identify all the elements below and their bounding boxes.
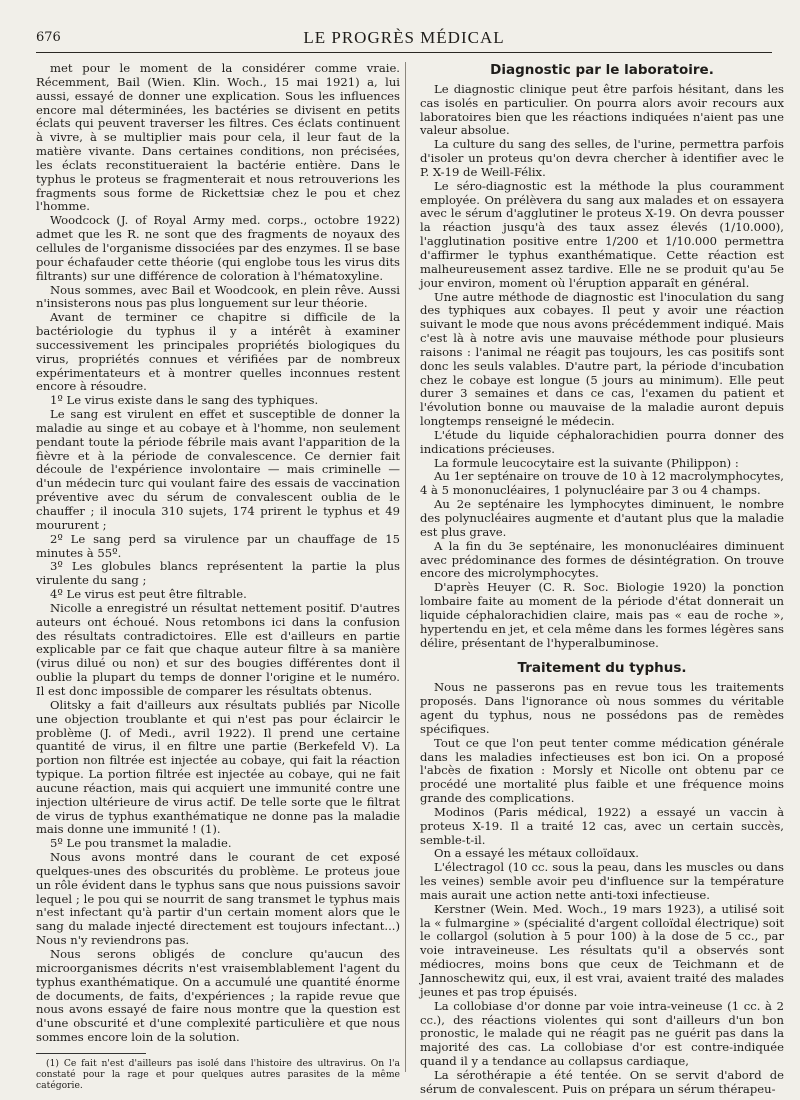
paragraph: 1º Le virus existe dans le sang des typhiques. bbox=[50, 393, 319, 408]
paragraph: Nous avons montré dans le courant de cet exposé quelques-unes des obscurités du problème. Le proteus joue un rôle évident dans le typhus sans que nous puissions savoir lequel ; le pou qui se nourrit de sang transmet le typhus mais n'est infectant qu'à partir d'un certain moment alors que le sang du malade injecté directement est toujours infectant...) Nous n'y reviendrons pas. bbox=[36, 850, 400, 948]
paragraph: La sérothérapie a été tentée. On se servit d'abord de sérum de convalescent. Puis on prépara un sérum thérapeu- bbox=[420, 1067, 784, 1096]
section-heading-diagnostic: Diagnostic par le laboratoire. bbox=[490, 62, 714, 78]
paragraph: L'étude du liquide céphalorachidien pourra donner des indications précieuses. bbox=[420, 427, 784, 456]
paragraph: Au 2e septénaire les lymphocytes diminuent, le nombre des polynucléaires augmente et d'autant plus que la maladie est plus grave. bbox=[420, 497, 784, 539]
paragraph: Tout ce que l'on peut tenter comme médication générale dans les maladies infectieuses est bon ici. On a proposé l'abcès de fixation : Morsly et Nicolle ont obtenu par ce procédé une mortalité plus faible et une fréquence moins grande des complications. bbox=[420, 735, 784, 806]
page-number: 676 bbox=[36, 30, 61, 45]
paragraph: Olitsky a fait d'ailleurs aux résultats publiés par Nicolle une objection troublante et qui n'est pas pour éclaircir le problème (J. of Medi., avril 1922). Il prend une certaine quantité de virus, il en filtre une partie (Berkefeld V). La portion non filtrée est injectée au cobaye, qui fait la réaction typique. La portion filtrée est injectée au cobaye, qui ne fait aucune réaction, mais qui acquiert une immunité contre une injection ultérieure de virus actif. De telle sorte que le filtrat de virus de typhus exanthématique ne donne pas la maladie mais donne une immunité ! (1). bbox=[36, 697, 400, 837]
paragraph: La formule leucocytaire est la suivante (Philippon) : bbox=[434, 455, 739, 470]
paragraph: met pour le moment de la considérer comme vraie. Récemment, Bail (Wien. Klin. Woch., 15 mai 1921) a, lui aussi, essayé de donner une explication. Sous les influences encore mal déterminées, les bactéries se divisent en petits éclats qui peuvent traverser les filtres. Ces éclats continuent à vivre, à se multiplier mais pour cela, il leur faut de la matière vivante. Dans certaines conditions, non précisées, les éclats reconstitueraient la bactérie entière. Dans le typhus le proteus se fragmenterait et nous retrouverions les fragments sous forme de Rickettsiæ chez le pou et chez l'homme. bbox=[36, 61, 400, 214]
paragraph: Nous serons obligés de conclure qu'aucun des microorganismes décrits n'est vraisemblablement l'agent du typhus exanthématique. On a accumulé une quantité énorme de documents, de faits, d'expériences ; la rapide revue que nous avons essayé de faire nous montre que la question est d'une obscurité et d'une complexité particulière et que nous sommes encore loin de la solution. bbox=[36, 947, 400, 1045]
paragraph: Au 1er septénaire on trouve de 10 à 12 macrolymphocytes, 4 à 5 mononucléaires, 1 polynucléaire par 3 ou 4 champs. bbox=[420, 469, 784, 498]
paragraph: Nous ne passerons pas en revue tous les traitements proposés. Dans l'ignorance où nous sommes du véritable agent du typhus, nous ne possédons pas de remèdes spécifiques. bbox=[420, 680, 784, 736]
paragraph: La collobiase d'or donne par voie intra-veineuse (1 cc. à 2 cc.), des réactions violentes qui sont d'ailleurs d'un bon pronostic, le malade qui ne réagit pas ne guérit pas dans la majorité des cas. La collobiase d'or est contre-indiquée quand il y a tendance au collapsus cardiaque, bbox=[420, 998, 784, 1069]
paragraph: Le sang est virulent en effet et susceptible de donner la maladie au singe et au cobaye et à l'homme, non seulement pendant toute la période fébrile mais avant l'apparition de la fièvre et à la période de convalescence. Ce dernier fait découle de l'expérience involontaire — mais criminelle — d'un médecin turc qui voulant faire des essais de vaccination préventive avec du sérum de convalescent oublia de le chauffer ; il inocula 310 sujets, 174 prirent le typhus et 49 moururent ; bbox=[36, 407, 400, 532]
footnote-divider bbox=[36, 1053, 146, 1054]
running-header bbox=[36, 28, 772, 53]
right-column bbox=[420, 62, 784, 1097]
paragraph: 5º Le pou transmet la maladie. bbox=[50, 836, 232, 851]
paragraph: 3º Les globules blancs représentent la partie la plus virulente du sang ; bbox=[36, 559, 400, 588]
column-divider bbox=[405, 62, 406, 1072]
paragraph: Modinos (Paris médical, 1922) a essayé un vaccin à proteus X-19. Il a traité 12 cas, avec un certain succès, semble-t-il. bbox=[420, 804, 784, 847]
paragraph: Avant de terminer ce chapitre si difficile de la bactériologie du typhus il y a intérêt à examiner successivement les principales propriétés biologiques du virus, propriétés connues et vérifiées par de nombreux expérimentateurs et à montrer quelles inconnues restent encore à résoudre. bbox=[36, 310, 400, 394]
footnote: (1) Ce fait n'est d'ailleurs pas isolé dans l'histoire des ultravirus. On l'a constaté pour la rage et pour quelques autres parasites de la même catégorie. bbox=[36, 1057, 400, 1091]
paragraph: 4º Le virus est peut être filtrable. bbox=[50, 587, 247, 602]
paragraph: Une autre méthode de diagnostic est l'inoculation du sang des typhiques aux cobayes. Il peut y avoir une réaction suivant le mode que nous avons précédemment indiqué. Mais c'est là à notre avis une mauvaise méthode pour plusieurs raisons : l'animal ne réagit pas toujours, les cas positifs sont donc les seuls valables. D'autre part, la période d'incubation chez le cobaye est longue (5 jours au minimum). Elle peut durer 3 semaines et dans ce cas, l'examen du patient et l'évolution bonne ou mauvaise de la maladie auront depuis longtemps renseigné le médecin. bbox=[420, 289, 784, 429]
paragraph: Le séro-diagnostic est la méthode la plus couramment employée. On prélèvera du sang aux malades et on essayera avec le sérum d'agglutiner le proteus X-19. On devra pousser la réaction jusqu'à des taux assez élevés (1/10.000), l'agglutination positive entre 1/200 et 1/10.000 permettra d'affirmer le typhus exanthématique. Cette réaction est malheureusement assez tardive. Elle ne se produit qu'au 5e jour environ, moment où l'éruption apparaît en général. bbox=[420, 178, 784, 290]
paragraph: On a essayé les métaux colloïdaux. bbox=[434, 846, 639, 861]
paragraph: La culture du sang des selles, de l'urine, permettra parfois d'isoler un proteus qu'on devra chercher à identifier avec le P. X-19 de Weill-Félix. bbox=[420, 137, 784, 179]
paragraph: Nicolle a enregistré un résultat nettement positif. D'autres auteurs ont échoué. Nous retombons ici dans la confusion des résultats contradictoires. Elle est d'ailleurs en partie explicable par ce fait que chaque auteur filtre à sa manière (virus dilué ou non) et sur des bougies différentes dont il oublie la plupart du temps de donner l'origine et le numéro. Il est donc impossible de comparer les résultats obtenus. bbox=[36, 600, 400, 698]
paragraph: D'après Heuyer (C. R. Soc. Biologie 1920) la ponction lombaire faite au moment de la période d'état donnerait un liquide céphalorachidien claire, mais pas « eau de roche », hypertendu en jet, et cela même dans les formes légères sans délire, présentant de l'hyperalbuminose. bbox=[420, 580, 784, 650]
paragraph: L'électragol (10 cc. sous la peau, dans les muscles ou dans les veines) semble avoir peu d'influence sur la température mais aurait une action nette anti-toxi infectieuse. bbox=[420, 860, 784, 902]
paragraph: Le diagnostic clinique peut être parfois hésitant, dans les cas isolés en particulier. On pourra alors avoir recours aux laboratoires bien que les réactions indiquées n'aient pas une valeur absolue. bbox=[420, 81, 784, 138]
section-heading-treatment: Traitement du typhus. bbox=[517, 660, 687, 677]
paragraph: A la fin du 3e septénaire, les mononucléaires diminuent avec prédominance des formes de désintégration. On trouve encore des microlymphocytes. bbox=[420, 538, 784, 581]
paragraph: Nous sommes, avec Bail et Woodcook, en plein rêve. Aussi n'insisterons nous pas plus longuement sur leur théorie. bbox=[36, 282, 400, 311]
paragraph: Woodcock (J. of Royal Army med. corps., octobre 1922) admet que les R. ne sont que des fragments de noyaux des cellules de l'organisme dissociées par des enzymes. Il se base pour échafauder cette théorie (qui englobe tous les virus dits filtrants) sur une différence de coloration à l'hématoxyline. bbox=[36, 213, 400, 283]
journal-title: LE PROGRÈS MÉDICAL bbox=[303, 28, 505, 47]
paragraph: Kerstner (Wein. Med. Woch., 19 mars 1923), a utilisé soit la « fulmargine » (spécialité d'argent colloïdal électrique) soit le collargol (solution à 5 pour 100) à la dose de 5 cc., par voie intraveineuse. Les résultats qu'il a observés sont médiocres, moins bons que ceux de Teichmann et de Jannoschewitz qui, eux, il est vrai, avaient traité des malades jeunes et pas trop épuisés. bbox=[420, 901, 784, 999]
left-column bbox=[36, 62, 400, 1091]
paragraph: 2º Le sang perd sa virulence par un chauffage de 15 minutes à 55º. bbox=[36, 531, 400, 560]
